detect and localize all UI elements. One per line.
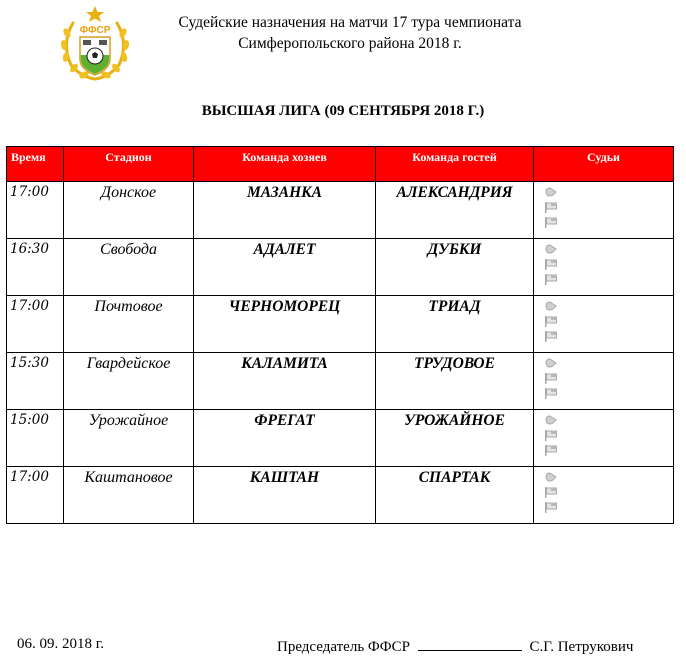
match-time: 15:00 bbox=[7, 410, 64, 467]
flag-icon bbox=[544, 216, 673, 229]
table-row bbox=[7, 467, 674, 524]
column-header-referees: Судьи bbox=[534, 147, 674, 182]
flag-icon bbox=[544, 486, 673, 499]
flag-icon bbox=[544, 429, 673, 442]
match-stadium: Донское bbox=[64, 182, 194, 239]
signature-block bbox=[277, 636, 633, 656]
whistle-icon bbox=[544, 243, 673, 256]
flag-icon bbox=[544, 444, 673, 457]
referees-cell bbox=[534, 353, 674, 410]
column-header-stadium: Стадион bbox=[64, 147, 194, 182]
flag-icon bbox=[544, 315, 673, 328]
whistle-icon bbox=[544, 471, 673, 484]
away-team: СПАРТАК bbox=[376, 467, 534, 524]
home-team: КАЛАМИТА bbox=[194, 353, 376, 410]
flag-icon bbox=[544, 501, 673, 514]
table-header-row bbox=[7, 147, 674, 182]
home-team: ФРЕГАТ bbox=[194, 410, 376, 467]
flag-icon bbox=[544, 330, 673, 343]
home-team: МАЗАНКА bbox=[194, 182, 376, 239]
away-team: УРОЖАЙНОЕ bbox=[376, 410, 534, 467]
home-team: КАШТАН bbox=[194, 467, 376, 524]
whistle-icon bbox=[544, 186, 673, 199]
match-time: 17:00 bbox=[7, 296, 64, 353]
whistle-icon bbox=[544, 357, 673, 370]
referees-cell bbox=[534, 296, 674, 353]
table-row bbox=[7, 353, 674, 410]
away-team: АЛЕКСАНДРИЯ bbox=[376, 182, 534, 239]
svg-text:ФФСР: ФФСР bbox=[79, 25, 111, 36]
ffsr-logo bbox=[55, 3, 135, 83]
match-stadium: Урожайное bbox=[64, 410, 194, 467]
league-title: ВЫСШАЯ ЛИГА (09 СЕНТЯБРЯ 2018 Г.) bbox=[201, 103, 485, 119]
match-time: 17:00 bbox=[7, 182, 64, 239]
match-stadium: Почтовое bbox=[64, 296, 194, 353]
home-team: АДАЛЕТ bbox=[194, 239, 376, 296]
away-team: ДУБКИ bbox=[376, 239, 534, 296]
column-header-home-team: Команда хозяев bbox=[194, 147, 376, 182]
title-line-1: Судейские назначения на матчи 17 тура чемпионата bbox=[178, 14, 522, 31]
match-stadium: Гвардейское bbox=[64, 353, 194, 410]
signer-title: Председатель ФФСР bbox=[277, 639, 410, 655]
referees-cell bbox=[534, 182, 674, 239]
flag-icon bbox=[544, 258, 673, 271]
table-row bbox=[7, 239, 674, 296]
whistle-icon bbox=[544, 414, 673, 427]
signer-name: С.Г. Петрукович bbox=[529, 639, 634, 655]
signature-line bbox=[418, 636, 522, 651]
table-row bbox=[7, 296, 674, 353]
home-team: ЧЕРНОМОРЕЦ bbox=[194, 296, 376, 353]
column-header-away-team: Команда гостей bbox=[376, 147, 534, 182]
table-row bbox=[7, 410, 674, 467]
referees-cell bbox=[534, 467, 674, 524]
referees-cell bbox=[534, 410, 674, 467]
flag-icon bbox=[544, 372, 673, 385]
document-title bbox=[150, 12, 550, 54]
flag-icon bbox=[544, 273, 673, 286]
match-stadium: Каштановое bbox=[64, 467, 194, 524]
flag-icon bbox=[544, 201, 673, 214]
schedule-table bbox=[6, 146, 674, 524]
match-time: 17:00 bbox=[7, 467, 64, 524]
away-team: ТРИАД bbox=[376, 296, 534, 353]
column-header-time: Время bbox=[7, 147, 64, 182]
table-row bbox=[7, 182, 674, 239]
match-time: 15:30 bbox=[7, 353, 64, 410]
away-team: ТРУДОВОЕ bbox=[376, 353, 534, 410]
referees-cell bbox=[534, 239, 674, 296]
match-time: 16:30 bbox=[7, 239, 64, 296]
match-stadium: Свобода bbox=[64, 239, 194, 296]
document-date: 06. 09. 2018 г. bbox=[17, 636, 104, 652]
whistle-icon bbox=[544, 300, 673, 313]
flag-icon bbox=[544, 387, 673, 400]
title-line-2: Симферопольского района 2018 г. bbox=[238, 35, 462, 52]
